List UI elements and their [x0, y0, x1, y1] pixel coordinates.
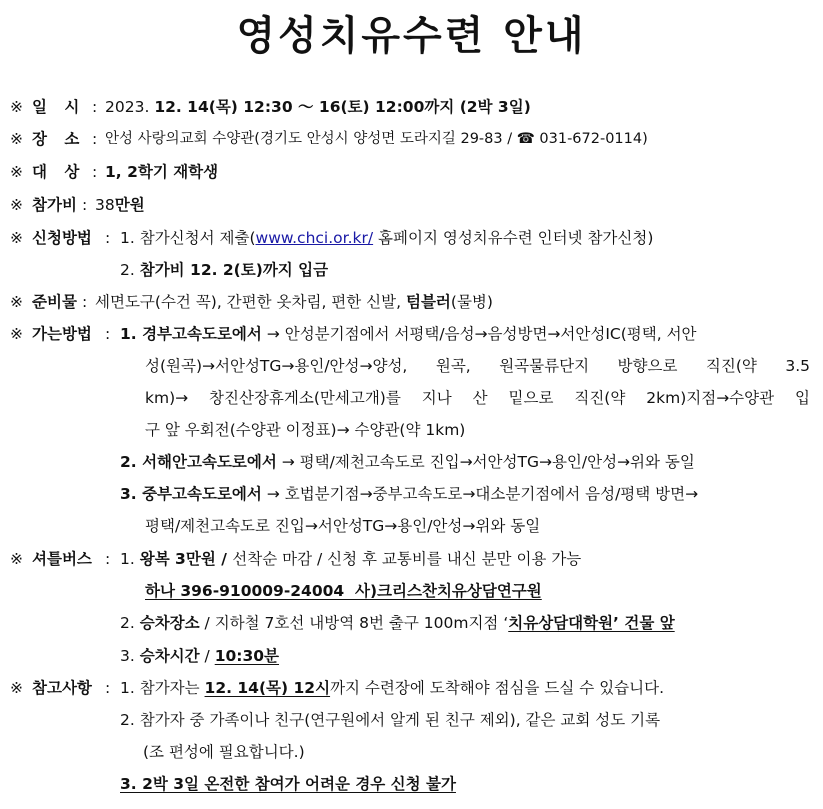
- note-mark: ※: [10, 163, 23, 181]
- route-1-line-1: → 안성분기점에서 서평택/음성→음성방면→서안성IC(평택, 서안: [261, 325, 697, 343]
- shuttle-2-label: 승차장소: [139, 614, 200, 632]
- shuttle-1-rest: 선착순 마감 / 신청 후 교통비를 내신 분만 이용 가능: [232, 550, 582, 568]
- shuttle-2-place: 치유상담대학원’ 건물 앞: [508, 614, 675, 632]
- supplies-label: 준비물: [32, 293, 77, 311]
- telephone-icon: ☎: [516, 131, 540, 147]
- route-3-num: 3.: [120, 485, 143, 503]
- page-title: 영성치유수련 안내: [236, 13, 587, 59]
- schedule-year: 2023.: [105, 98, 155, 116]
- route-1-num: 1.: [120, 325, 143, 343]
- notes-label: 참고사항: [32, 679, 92, 697]
- shuttle-label: 셔틀버스: [32, 550, 92, 568]
- route-2-road: 서해안고속도로에서: [142, 453, 277, 471]
- shuttle-account: 하나 396-910009-24004 사)크리스찬치유상담연구원: [145, 582, 542, 600]
- route-2-num: 2.: [120, 453, 143, 471]
- notes-1-deadline: 12. 14(목) 12시: [204, 679, 331, 697]
- fee-unit: 만원: [114, 196, 145, 214]
- notes-2-line-2: (조 편성에 필요합니다.): [143, 743, 305, 761]
- target-value: 1, 2학기 재학생: [105, 163, 219, 181]
- notes-1-c: 까지 수련장에 도착해야 점심을 드실 수 있습니다.: [330, 679, 665, 697]
- note-mark: ※: [10, 130, 23, 148]
- notes-3: 3. 2박 3일 온전한 참여가 어려운 경우 신청 불가: [120, 775, 456, 793]
- note-mark: ※: [10, 550, 23, 568]
- homepage-link[interactable]: www.chci.or.kr/: [255, 229, 374, 247]
- apply-item-1: 1. 참가신청서 제출(: [120, 229, 256, 247]
- supplies-tumbler: 텀블러: [405, 293, 451, 311]
- route-3-line-2: 평택/제천고속도로 진입→서안성TG→용인/안성→위와 동일: [145, 517, 541, 535]
- route-2-rest: → 평택/제천고속도로 진입→서안성TG→용인/안성→위와 동일: [276, 453, 695, 471]
- apply-label: 신청방법: [32, 229, 92, 247]
- apply-item-1-rest: 홈페이지 영성치유수련 인터넷 참가신청): [373, 229, 654, 247]
- shuttle-3-label: 승차시간: [139, 647, 200, 665]
- note-mark: ※: [10, 325, 23, 343]
- note-mark: ※: [10, 679, 23, 697]
- place-value: 안성 사랑의교회 수양관(경기도 안성시 양성면 도라지길 29-83 /: [105, 131, 517, 147]
- route-3-line-1: → 호법분기점→중부고속도로→대소분기점에서 음성/평택 방면→: [261, 485, 699, 503]
- route-1-line-4: 구 앞 우회전(수양관 이정표)→ 수양관(약 1km): [145, 421, 466, 439]
- note-mark: ※: [10, 229, 23, 247]
- note-mark: ※: [10, 98, 23, 116]
- notes-2-line-1: 2. 참가자 중 가족이나 친구(연구원에서 알게 된 친구 제외), 같은 교회 성도 기록: [120, 711, 661, 729]
- shuttle-1-num: 1.: [120, 550, 140, 568]
- shuttle-2-rest: / 지하철 7호선 내방역 8번 출구 100m지점 ‘: [199, 614, 509, 632]
- route-1-road: 경부고속도로에서: [142, 325, 262, 343]
- supplies-value: 세면도구(수건 꼭), 간편한 옷차림, 편한 신발,: [95, 293, 406, 311]
- apply-item-2-num: 2.: [120, 261, 140, 279]
- shuttle-3-num: 3.: [120, 647, 140, 665]
- schedule-label: 일 시: [32, 98, 86, 116]
- supplies-tumbler-note: (물병): [450, 293, 493, 311]
- place-label: 장 소: [32, 130, 86, 148]
- fee-label: 참가비: [32, 196, 77, 214]
- target-label: 대 상: [32, 163, 86, 181]
- route-3-road: 중부고속도로에서: [142, 485, 262, 503]
- notes-1-a: 1. 참가자는: [120, 679, 205, 697]
- route-label: 가는방법: [32, 325, 92, 343]
- fee-amount: 38: [95, 196, 115, 214]
- schedule-value: 12. 14(목) 12:30 ～ 16(토) 12:00까지 (2박 3일): [154, 98, 531, 116]
- place-phone: 031-672-0114): [539, 131, 648, 147]
- route-1-line-2: 성(원곡)→서안성TG→용인/안성→양성, 원곡, 원곡물류단지 방향으로 직진(약 3.5: [145, 357, 810, 375]
- apply-item-2: 참가비 12. 2(토)까지 입금: [139, 261, 329, 279]
- note-mark: ※: [10, 293, 23, 311]
- route-1-line-3: km)→ 창진산장휴게소(만세고개)를 지나 산 밑으로 직진(약 2km)지점→수양관 입: [145, 389, 810, 407]
- shuttle-2-num: 2.: [120, 614, 140, 632]
- shuttle-1-price: 왕복 3만원 /: [139, 550, 233, 568]
- note-mark: ※: [10, 196, 23, 214]
- shuttle-3-time: 10:30분: [214, 647, 280, 665]
- shuttle-3-sep: /: [199, 647, 215, 665]
